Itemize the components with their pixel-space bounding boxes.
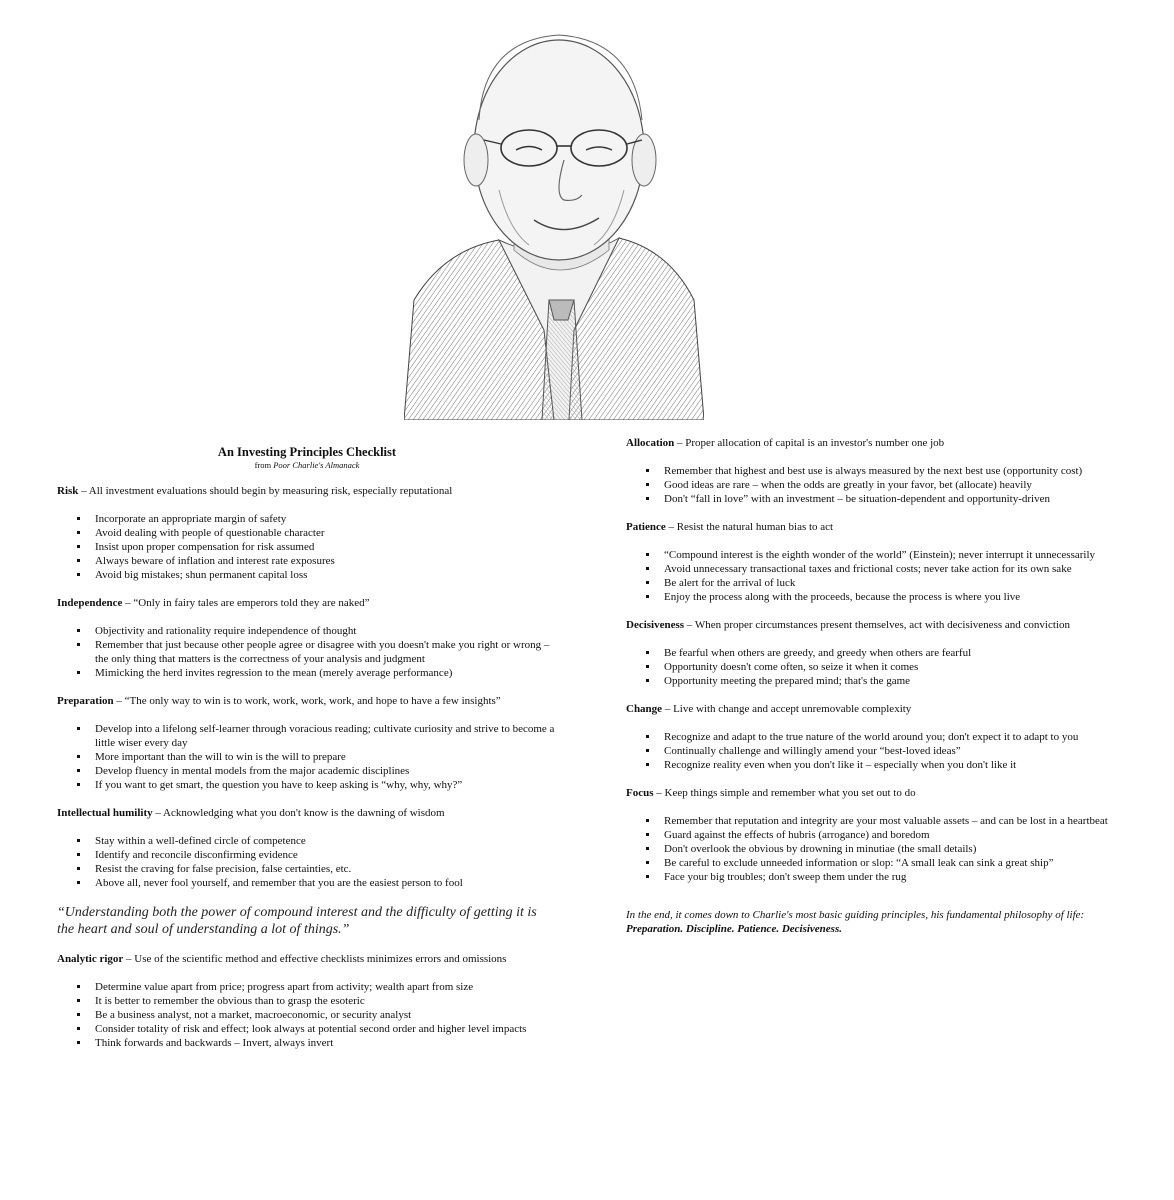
bullet-list	[57, 980, 557, 1050]
section-heading-label: Decisiveness	[626, 619, 685, 631]
list-item: Recognize and adapt to the true nature of the world around you; don't expect it to adapt to you	[664, 730, 1141, 744]
section-heading	[57, 596, 557, 610]
list-item: Insist upon proper compensation for risk assumed	[95, 540, 557, 554]
section-heading-text: – “The only way to win is to work, work, work, work, and hope to have a few insights”	[113, 695, 501, 707]
right-column	[626, 436, 1141, 936]
list-item: Remember that just because other people agree or disagree with you doesn't make you right or wrong – the only thing that matters is the correctness of your analysis and judgment	[95, 638, 557, 666]
list-item: Guard against the effects of hubris (arrogance) and boredom	[664, 828, 1141, 842]
list-item: Face your big troubles; don't sweep them under the rug	[664, 870, 1141, 884]
subtitle-prefix: from	[254, 460, 272, 470]
list-item: Don't overlook the obvious by drowning in minutiae (the small details)	[664, 842, 1141, 856]
list-item: Avoid unnecessary transactional taxes and frictional costs; never take action for its own sake	[664, 562, 1141, 576]
section-heading	[626, 436, 1141, 450]
section-heading-text: – Proper allocation of capital is an investor's number one job	[674, 437, 945, 449]
list-item: Above all, never fool yourself, and remember that you are the easiest person to fool	[95, 876, 557, 890]
list-item: Don't “fall in love” with an investment – be situation-dependent and opportunity-driven	[664, 492, 1141, 506]
left-sections	[57, 484, 557, 890]
section-heading-label: Patience	[626, 521, 666, 533]
list-item: Be careful to exclude unneeded information or slop: “A small leak can sink a great ship”	[664, 856, 1141, 870]
bullet-list	[626, 730, 1141, 772]
list-item: Develop into a lifelong self-learner through voracious reading; cultivate curiosity and strive to become a little wiser every day	[95, 722, 557, 750]
bullet-list	[626, 548, 1141, 604]
right-sections	[626, 436, 1141, 884]
list-item: Be fearful when others are greedy, and greedy when others are fearful	[664, 646, 1141, 660]
section-heading-text: – When proper circumstances present themselves, act with decisiveness and conviction	[684, 619, 1070, 631]
section-heading-label: Analytic rigor	[57, 953, 124, 965]
list-item: It is better to remember the obvious than to grasp the esoteric	[95, 994, 557, 1008]
list-item: Mimicking the herd invites regression to the mean (merely average performance)	[95, 666, 557, 680]
section-heading	[57, 952, 557, 966]
list-item: Be a business analyst, not a market, macroeconomic, or security analyst	[95, 1008, 557, 1022]
list-item: Opportunity doesn't come often, so seize it when it comes	[664, 660, 1141, 674]
list-item: Be alert for the arrival of luck	[664, 576, 1141, 590]
list-item: “Compound interest is the eighth wonder of the world” (Einstein); never interrupt it unnecessarily	[664, 548, 1141, 562]
list-item: Avoid big mistakes; shun permanent capital loss	[95, 568, 557, 582]
list-item: Incorporate an appropriate margin of safety	[95, 512, 557, 526]
list-item: Think forwards and backwards – Invert, always invert	[95, 1036, 557, 1050]
section-heading	[57, 694, 557, 708]
section-heading	[57, 484, 557, 498]
list-item: Remember that reputation and integrity are your most valuable assets – and can be lost in a heartbeat	[664, 814, 1141, 828]
closing-text: In the end, it comes down to Charlie's most basic guiding principles, his fundamental philosophy of life:	[626, 909, 1085, 921]
list-item: Opportunity meeting the prepared mind; that's the game	[664, 674, 1141, 688]
left-sections-after	[57, 952, 557, 1050]
section-allocation	[626, 436, 1141, 506]
section-heading-label: Risk	[57, 485, 79, 497]
left-column	[57, 444, 557, 1064]
list-item: Consider totality of risk and effect; look always at potential second order and higher level impacts	[95, 1022, 557, 1036]
section-heading	[626, 520, 1141, 534]
page-title: An Investing Principles Checklist	[217, 445, 397, 459]
section-decisiveness	[626, 618, 1141, 688]
bullet-list	[626, 646, 1141, 688]
list-item: Remember that highest and best use is always measured by the next best use (opportunity cost)	[664, 464, 1141, 478]
list-item: Recognize reality even when you don't like it – especially when you don't like it	[664, 758, 1141, 772]
section-intellectual-humility	[57, 806, 557, 890]
section-heading-label: Intellectual humility	[57, 807, 153, 819]
section-heading-text: – All investment evaluations should begin by measuring risk, especially reputational	[78, 485, 453, 497]
page-subtitle	[57, 460, 557, 471]
list-item: Stay within a well-defined circle of competence	[95, 834, 557, 848]
bullet-list	[57, 834, 557, 890]
section-heading-label: Independence	[57, 597, 123, 609]
section-heading	[626, 618, 1141, 632]
list-item: Determine value apart from price; progress apart from activity; wealth apart from size	[95, 980, 557, 994]
list-item: Enjoy the process along with the proceeds, because the process is where you live	[664, 590, 1141, 604]
section-heading-text: – Use of the scientific method and effective checklists minimizes errors and omissions	[123, 953, 507, 965]
section-heading-text: – Resist the natural human bias to act	[665, 521, 834, 533]
portrait-illustration	[404, 0, 704, 420]
section-change	[626, 702, 1141, 772]
closing-paragraph	[626, 908, 1141, 936]
section-patience	[626, 520, 1141, 604]
section-heading	[626, 786, 1141, 800]
section-heading	[57, 806, 557, 820]
list-item: Identify and reconcile disconfirming evidence	[95, 848, 557, 862]
bullet-list	[57, 624, 557, 680]
list-item: Develop fluency in mental models from the major academic disciplines	[95, 764, 557, 778]
compound-interest-quote: “Understanding both the power of compound interest and the difficulty of getting it is the heart and soul of understanding a lot of things.”	[57, 905, 537, 937]
section-heading-label: Focus	[626, 787, 654, 799]
closing-principles: Preparation. Discipline. Patience. Decisiveness.	[626, 923, 842, 935]
section-heading	[626, 702, 1141, 716]
section-focus	[626, 786, 1141, 884]
section-independence	[57, 596, 557, 680]
bullet-list	[626, 814, 1141, 884]
section-risk	[57, 484, 557, 582]
list-item: Always beware of inflation and interest rate exposures	[95, 554, 557, 568]
section-heading-text: – “Only in fairy tales are emperors told they are naked”	[122, 597, 370, 609]
list-item: If you want to get smart, the question you have to keep asking is “why, why, why?”	[95, 778, 557, 792]
list-item: Objectivity and rationality require independence of thought	[95, 624, 557, 638]
section-heading-text: – Live with change and accept unremovable complexity	[662, 703, 912, 715]
list-item: Avoid dealing with people of questionable character	[95, 526, 557, 540]
list-item: Continually challenge and willingly amend your “best-loved ideas”	[664, 744, 1141, 758]
bullet-list	[626, 464, 1141, 506]
section-heading-label: Change	[626, 703, 663, 715]
section-heading-text: – Acknowledging what you don't know is the dawning of wisdom	[152, 807, 445, 819]
section-preparation	[57, 694, 557, 792]
section-heading-label: Allocation	[626, 437, 675, 449]
list-item: Resist the craving for false precision, false certainties, etc.	[95, 862, 557, 876]
list-item: Good ideas are rare – when the odds are greatly in your favor, bet (allocate) heavily	[664, 478, 1141, 492]
section-heading-label: Preparation	[57, 695, 114, 707]
subtitle-source: Poor Charlie's Almanack	[273, 460, 360, 470]
section-analytic-rigor	[57, 952, 557, 1050]
list-item: More important than the will to win is the will to prepare	[95, 750, 557, 764]
bullet-list	[57, 512, 557, 582]
bullet-list	[57, 722, 557, 792]
section-heading-text: – Keep things simple and remember what you set out to do	[653, 787, 916, 799]
